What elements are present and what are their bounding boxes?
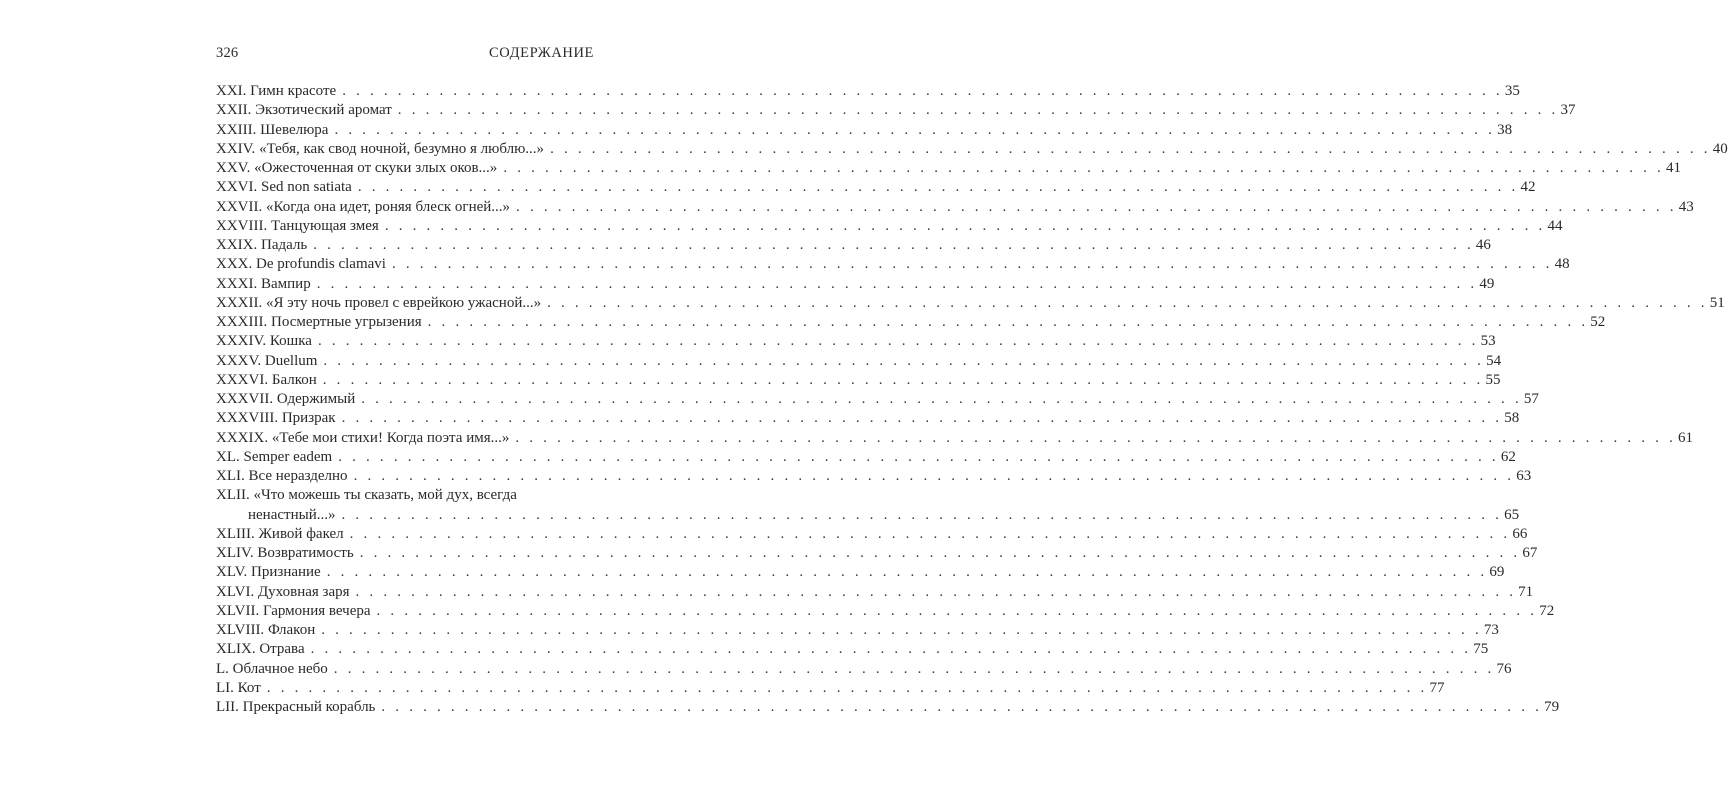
- leader-dots: . . . . . . . . . . . . . . . . . . . . . . . . . . . . . . . . . . . . . . . . . . . . . . . . . . . . . . . . . . . . . . . . . . . . . . . . . . . . . . . . . . . .: [341, 410, 1503, 427]
- page-number: 326: [216, 45, 239, 61]
- toc-title-line-2: [216, 506, 1520, 525]
- toc-entry: [216, 679, 1445, 698]
- toc-title: [216, 294, 547, 313]
- leader-dots: . . . . . . . . . . . . . . . . . . . . . . . . . . . . . . . . . . . . . . . . . . . . . . . . . . . . . . . . . . . . . . . . . . . . . . . . . . . . . . . . . . . .: [355, 583, 1517, 600]
- toc-entry: [216, 198, 1694, 217]
- toc-page-number: 62: [1500, 448, 1516, 465]
- toc-numeral: XXXV.: [216, 352, 262, 369]
- leader-dots: . . . . . . . . . . . . . . . . . . . . . . . . . . . . . . . . . . . . . . . . . . . . . . . . . . . . . . . . . . . . . . . . . . . . . . . . . . . . . . . . . . . .: [313, 237, 1474, 253]
- toc-line: [216, 101, 1576, 120]
- toc-numeral: XLIX.: [216, 641, 256, 658]
- toc-line: [216, 467, 1532, 486]
- toc-title-text: Шевелюра: [260, 121, 329, 138]
- toc-entry: [216, 332, 1496, 351]
- toc-entry: [216, 217, 1563, 236]
- toc-line: [216, 332, 1496, 351]
- toc-entry: [216, 140, 1728, 159]
- leader-dots: . . . . . . . . . . . . . . . . . . . . . . . . . . . . . . . . . . . . . . . . . . . . . . . . . . . . . . . . . . . . . . . . . . . . . . . . . . . . . . . . . . . .: [326, 564, 1488, 581]
- toc-numeral: XLVII.: [216, 602, 260, 619]
- table-of-contents: [216, 82, 1728, 717]
- toc-title-text: De profundis clamavi: [256, 256, 386, 273]
- toc-numeral: XXIX.: [216, 237, 258, 253]
- toc-title: [216, 121, 334, 140]
- toc-title: [216, 660, 334, 679]
- toc-page-number: 77: [1429, 679, 1445, 696]
- toc-entry: [216, 698, 1560, 717]
- toc-page-number: 63: [1516, 468, 1532, 484]
- toc-title-text: Гимн красоте: [250, 83, 337, 99]
- toc-entry: [216, 583, 1534, 602]
- toc-numeral: XLII.: [216, 487, 250, 504]
- toc-title-text: Балкон: [271, 371, 317, 388]
- leader-dots: . . . . . . . . . . . . . . . . . . . . . . . . . . . . . . . . . . . . . . . . . . . . . . . . . . . . . . . . . . . . . . . . . . . . . . . . . . . . . . . . . . . .: [349, 525, 1511, 542]
- toc-page-number: 48: [1554, 256, 1570, 273]
- toc-line: [216, 294, 1725, 313]
- toc-title-text: Вампир: [261, 275, 311, 292]
- toc-title: [216, 255, 392, 274]
- leader-dots: . . . . . . . . . . . . . . . . . . . . . . . . . . . . . . . . . . . . . . . . . . . . . . . . . . . . . . . . . . . . . . . . . . . . . . . . . . . . . . . . . . . .: [341, 506, 1503, 523]
- toc-title-text: Кот: [237, 679, 261, 696]
- leader-dots: . . . . . . . . . . . . . . . . . . . . . . . . . . . . . . . . . . . . . . . . . . . . . . . . . . . . . . . . . . . . . . . . . . . . . . . . . . . . . . . . . . . .: [321, 622, 1482, 638]
- toc-numeral: XLVIII.: [216, 622, 265, 638]
- toc-title: [216, 101, 398, 120]
- toc-numeral: XXXVI.: [216, 371, 269, 388]
- toc-page-number: 67: [1522, 545, 1538, 561]
- toc-title-text: Живой факел: [258, 525, 344, 542]
- toc-entry: [216, 467, 1532, 486]
- running-head: [216, 45, 594, 65]
- toc-title-text: Падаль: [261, 237, 308, 253]
- toc-numeral: XLV.: [216, 564, 248, 581]
- toc-entry: [216, 525, 1528, 544]
- toc-title: [216, 698, 381, 717]
- leader-dots: . . . . . . . . . . . . . . . . . . . . . . . . . . . . . . . . . . . . . . . . . . . . . . . . . . . . . . . . . . . . . . . . . . . . . . . . . . . . . . . . . . . .: [334, 121, 1496, 138]
- toc-title: [216, 332, 318, 351]
- toc-title: [216, 640, 311, 659]
- toc-title-text: ненастный...»: [248, 506, 336, 523]
- toc-numeral: XXI.: [216, 83, 247, 99]
- toc-entry: [216, 621, 1499, 640]
- toc-entry: [216, 352, 1502, 371]
- toc-numeral: XXXI.: [216, 275, 258, 292]
- toc-title-text: Прекрасный корабль: [242, 699, 376, 715]
- toc-title: [216, 352, 323, 371]
- toc-title-text: Духовная заря: [257, 583, 350, 600]
- toc-line: [216, 602, 1555, 621]
- toc-title-text: «Тебе мои стихи! Когда поэта имя...»: [271, 429, 510, 446]
- toc-title: [216, 198, 516, 217]
- toc-page-number: 46: [1475, 237, 1491, 253]
- toc-entry: [216, 409, 1520, 428]
- leader-dots: . . . . . . . . . . . . . . . . . . . . . . . . . . . . . . . . . . . . . . . . . . . . . . . . . . . . . . . . . . . . . . . . . . . . . . . . . . . . . . . . . . . .: [316, 275, 1478, 292]
- toc-page-number: 49: [1479, 275, 1495, 292]
- toc-numeral: XLVI.: [216, 583, 255, 600]
- toc-numeral: XXVIII.: [216, 217, 268, 234]
- toc-page-number: 65: [1504, 506, 1520, 523]
- toc-entry: [216, 275, 1495, 294]
- toc-line: [216, 698, 1560, 717]
- toc-page-number: 51: [1709, 294, 1725, 311]
- toc-page-number: 76: [1496, 660, 1512, 677]
- section-title: СОДЕРЖАНИЕ: [489, 45, 594, 61]
- toc-entry: [216, 294, 1725, 313]
- toc-line: [216, 121, 1513, 140]
- toc-numeral: XXXII.: [216, 294, 263, 311]
- toc-title: [216, 429, 515, 448]
- toc-line: [216, 429, 1694, 448]
- toc-page-number: 38: [1497, 121, 1513, 138]
- toc-entry: [216, 660, 1512, 679]
- toc-title: [216, 82, 342, 101]
- toc-line: [216, 313, 1606, 332]
- toc-title: [216, 602, 377, 621]
- leader-dots: . . . . . . . . . . . . . . . . . . . . . . . . . . . . . . . . . . . . . . . . . . . . . . . . . . . . . . . . . . . . . . . . . . . . . . . . . . . . . . . . . . . .: [357, 179, 1519, 196]
- toc-title: [216, 583, 356, 602]
- toc-page-number: 43: [1678, 198, 1694, 215]
- toc-page-number: 61: [1678, 429, 1694, 446]
- leader-dots: . . . . . . . . . . . . . . . . . . . . . . . . . . . . . . . . . . . . . . . . . . . . . . . . . . . . . . . . . . . . . . . . . . . . . . . . . . . . . . . . . . . .: [317, 333, 1479, 350]
- leader-dots: . . . . . . . . . . . . . . . . . . . . . . . . . . . . . . . . . . . . . . . . . . . . . . . . . . . . . . . . . . . . . . . . . . . . . . . . . . . . . . . . . . . .: [338, 448, 1499, 465]
- toc-title: [216, 217, 385, 236]
- toc-page-number: 54: [1486, 352, 1502, 369]
- toc-page-number: 79: [1544, 699, 1560, 715]
- toc-title: [216, 140, 550, 159]
- toc-title: [216, 313, 428, 332]
- toc-title: [216, 448, 338, 467]
- toc-line: [216, 352, 1502, 371]
- toc-title-text: «Я эту ночь провел с еврейкою ужасной...»: [266, 294, 542, 311]
- toc-line: [216, 621, 1499, 640]
- toc-title-text: Sed non satiata: [261, 179, 352, 196]
- toc-title-text: Гармония вечера: [262, 602, 371, 619]
- toc-line: [216, 275, 1495, 294]
- leader-dots: . . . . . . . . . . . . . . . . . . . . . . . . . . . . . . . . . . . . . . . . . . . . . . . . . . . . . . . . . . . . . . . . . . . . . . . . . . . . . . . . . . . .: [342, 83, 1503, 99]
- toc-page-number: 52: [1590, 314, 1606, 330]
- toc-page-number: 41: [1665, 160, 1681, 176]
- toc-page-number: 72: [1539, 602, 1555, 619]
- leader-dots: . . . . . . . . . . . . . . . . . . . . . . . . . . . . . . . . . . . . . . . . . . . . . . . . . . . . . . . . . . . . . . . . . . . . . . . . . . . . . . . . . . . .: [353, 468, 1515, 484]
- toc-entry: [216, 82, 1520, 101]
- toc-page-number: 66: [1512, 525, 1528, 542]
- toc-title-text: Экзотический аромат: [255, 102, 392, 119]
- toc-entry: [216, 429, 1694, 448]
- leader-dots: . . . . . . . . . . . . . . . . . . . . . . . . . . . . . . . . . . . . . . . . . . . . . . . . . . . . . . . . . . . . . . . . . . . . . . . . . . . . . . . . . . . .: [323, 352, 1485, 369]
- toc-line: [216, 217, 1563, 236]
- toc-line: [216, 198, 1694, 217]
- leader-dots: . . . . . . . . . . . . . . . . . . . . . . . . . . . . . . . . . . . . . . . . . . . . . . . . . . . . . . . . . . . . . . . . . . . . . . . . . . . . . . . . . . . .: [376, 602, 1538, 619]
- toc-line: [216, 448, 1516, 467]
- toc-numeral: XXIV.: [216, 140, 256, 157]
- toc-line: [216, 178, 1536, 197]
- toc-page-number: 53: [1480, 333, 1496, 350]
- toc-numeral: XLIII.: [216, 525, 255, 542]
- toc-entry: [216, 101, 1576, 120]
- toc-title-text: Возвратимость: [257, 545, 354, 561]
- toc-line: [216, 525, 1528, 544]
- toc-title-text: Посмертные угрызения: [270, 314, 422, 330]
- toc-entry: [216, 313, 1606, 332]
- toc-title: [216, 409, 342, 428]
- toc-line: [216, 236, 1491, 255]
- toc-line: [216, 255, 1570, 274]
- toc-title: [216, 275, 317, 294]
- toc-numeral: XXVII.: [216, 198, 263, 215]
- toc-line: [216, 371, 1501, 390]
- toc-title: [216, 679, 267, 698]
- toc-title-text: Танцующая змея: [270, 217, 379, 234]
- toc-page-number: 73: [1483, 622, 1499, 638]
- toc-numeral: XXXIV.: [216, 333, 267, 350]
- toc-numeral: XLI.: [216, 468, 245, 484]
- leader-dots: . . . . . . . . . . . . . . . . . . . . . . . . . . . . . . . . . . . . . . . . . . . . . . . . . . . . . . . . . . . . . . . . . . . . . . . . . . . . . . . . . . . .: [322, 371, 1484, 388]
- toc-title-text: Отрава: [259, 641, 305, 658]
- toc-page-number: 35: [1504, 83, 1520, 99]
- toc-page-number: 40: [1712, 140, 1728, 157]
- toc-title: [216, 236, 313, 255]
- toc-entry: [216, 602, 1555, 621]
- toc-entry: [216, 563, 1505, 582]
- toc-numeral: XXIII.: [216, 121, 257, 138]
- toc-title-text: «Что можешь ты сказать, мой дух, всегда: [253, 487, 517, 504]
- toc-numeral: XXII.: [216, 102, 252, 119]
- toc-title: [216, 178, 358, 197]
- toc-page-number: 58: [1504, 410, 1520, 427]
- toc-title-text: Semper eadem: [243, 448, 333, 465]
- toc-entry: [216, 255, 1570, 274]
- toc-entry: [216, 121, 1513, 140]
- book-page: [216, 0, 1728, 800]
- toc-line: [216, 159, 1681, 178]
- toc-entry: [216, 448, 1516, 467]
- toc-line: [216, 140, 1728, 159]
- toc-line: [216, 544, 1538, 563]
- leader-dots: . . . . . . . . . . . . . . . . . . . . . . . . . . . . . . . . . . . . . . . . . . . . . . . . . . . . . . . . . . . . . . . . . . . . . . . . . . . . . . . . . . . .: [391, 256, 1553, 273]
- toc-numeral: L.: [216, 660, 229, 677]
- toc-title-text: Признание: [251, 564, 321, 581]
- toc-title: [216, 544, 360, 563]
- toc-page-number: 75: [1473, 641, 1489, 658]
- toc-numeral: XXV.: [216, 160, 251, 176]
- toc-line: [216, 82, 1520, 101]
- leader-dots: . . . . . . . . . . . . . . . . . . . . . . . . . . . . . . . . . . . . . . . . . . . . . . . . . . . . . . . . . . . . . . . . . . . . . . . . . . . . . . . . . . . .: [550, 140, 1711, 157]
- toc-page-number: 71: [1518, 583, 1534, 600]
- toc-numeral: XXXIII.: [216, 314, 268, 330]
- toc-title-text: «Ожесточенная от скуки злых оков...»: [254, 160, 498, 176]
- leader-dots: . . . . . . . . . . . . . . . . . . . . . . . . . . . . . . . . . . . . . . . . . . . . . . . . . . . . . . . . . . . . . . . . . . . . . . . . . . . . . . . . . . . .: [516, 198, 1677, 215]
- toc-entry: [216, 236, 1491, 255]
- toc-title-text: «Тебя, как свод ночной, безумно я люблю...»: [259, 140, 545, 157]
- toc-entry: [216, 640, 1489, 659]
- leader-dots: . . . . . . . . . . . . . . . . . . . . . . . . . . . . . . . . . . . . . . . . . . . . . . . . . . . . . . . . . . . . . . . . . . . . . . . . . . . . . . . . . . . .: [397, 102, 1559, 119]
- toc-title: [216, 390, 361, 409]
- toc-numeral: XXX.: [216, 256, 253, 273]
- toc-title-text: Флакон: [267, 622, 316, 638]
- leader-dots: . . . . . . . . . . . . . . . . . . . . . . . . . . . . . . . . . . . . . . . . . . . . . . . . . . . . . . . . . . . . . . . . . . . . . . . . . . . . . . . . . . . .: [310, 641, 1472, 658]
- leader-dots: . . . . . . . . . . . . . . . . . . . . . . . . . . . . . . . . . . . . . . . . . . . . . . . . . . . . . . . . . . . . . . . . . . . . . . . . . . . . . . . . . . . .: [547, 294, 1708, 311]
- toc-numeral: LI.: [216, 679, 234, 696]
- toc-title-text: Облачное небо: [232, 660, 328, 677]
- toc-line: [216, 563, 1505, 582]
- toc-line: [216, 390, 1539, 409]
- toc-numeral: XXXIX.: [216, 429, 269, 446]
- leader-dots: . . . . . . . . . . . . . . . . . . . . . . . . . . . . . . . . . . . . . . . . . . . . . . . . . . . . . . . . . . . . . . . . . . . . . . . . . . . . . . . . . . . .: [359, 545, 1521, 561]
- leader-dots: . . . . . . . . . . . . . . . . . . . . . . . . . . . . . . . . . . . . . . . . . . . . . . . . . . . . . . . . . . . . . . . . . . . . . . . . . . . . . . . . . . . .: [384, 217, 1546, 234]
- toc-page-number: 55: [1485, 371, 1501, 388]
- toc-numeral: XXVI.: [216, 179, 258, 196]
- toc-title: [216, 371, 323, 390]
- toc-entry: [216, 390, 1539, 409]
- toc-numeral: LII.: [216, 699, 239, 715]
- toc-line: [216, 660, 1512, 679]
- leader-dots: . . . . . . . . . . . . . . . . . . . . . . . . . . . . . . . . . . . . . . . . . . . . . . . . . . . . . . . . . . . . . . . . . . . . . . . . . . . . . . . . . . . .: [427, 314, 1589, 330]
- toc-page-number: 44: [1547, 217, 1563, 234]
- toc-numeral: XL.: [216, 448, 240, 465]
- toc-title-text: Duellum: [264, 352, 318, 369]
- toc-title-line-1: [216, 486, 594, 505]
- leader-dots: . . . . . . . . . . . . . . . . . . . . . . . . . . . . . . . . . . . . . . . . . . . . . . . . . . . . . . . . . . . . . . . . . . . . . . . . . . . . . . . . . . . .: [381, 699, 1543, 715]
- toc-entry: [216, 544, 1538, 563]
- toc-line: [216, 640, 1489, 659]
- toc-title: [216, 621, 321, 640]
- toc-title-text: Призрак: [281, 410, 336, 427]
- toc-title-text: Одержимый: [276, 391, 356, 407]
- leader-dots: . . . . . . . . . . . . . . . . . . . . . . . . . . . . . . . . . . . . . . . . . . . . . . . . . . . . . . . . . . . . . . . . . . . . . . . . . . . . . . . . . . . .: [333, 660, 1495, 677]
- leader-dots: . . . . . . . . . . . . . . . . . . . . . . . . . . . . . . . . . . . . . . . . . . . . . . . . . . . . . . . . . . . . . . . . . . . . . . . . . . . . . . . . . . . .: [503, 160, 1664, 176]
- toc-title-text: «Когда она идет, роняя блеск огней...»: [266, 198, 511, 215]
- toc-numeral: XXXVIII.: [216, 410, 279, 427]
- toc-title-text: Все неразделно: [248, 468, 348, 484]
- toc-entry: [216, 486, 1520, 525]
- toc-title: [216, 467, 354, 486]
- leader-dots: . . . . . . . . . . . . . . . . . . . . . . . . . . . . . . . . . . . . . . . . . . . . . . . . . . . . . . . . . . . . . . . . . . . . . . . . . . . . . . . . . . . .: [266, 679, 1428, 696]
- toc-line: [216, 679, 1445, 698]
- toc-page-number: 42: [1520, 179, 1536, 196]
- leader-dots: . . . . . . . . . . . . . . . . . . . . . . . . . . . . . . . . . . . . . . . . . . . . . . . . . . . . . . . . . . . . . . . . . . . . . . . . . . . . . . . . . . . .: [361, 391, 1522, 407]
- leader-dots: . . . . . . . . . . . . . . . . . . . . . . . . . . . . . . . . . . . . . . . . . . . . . . . . . . . . . . . . . . . . . . . . . . . . . . . . . . . . . . . . . . . .: [515, 429, 1677, 446]
- toc-page-number: 57: [1523, 391, 1539, 407]
- toc-entry: [216, 371, 1501, 390]
- toc-line: [216, 583, 1534, 602]
- toc-numeral: XLIV.: [216, 545, 254, 561]
- toc-entry: [216, 178, 1536, 197]
- toc-title: [216, 563, 327, 582]
- toc-title-text: Кошка: [269, 333, 312, 350]
- toc-entry: [216, 159, 1681, 178]
- toc-page-number: 37: [1560, 102, 1576, 119]
- toc-title: [216, 525, 350, 544]
- toc-title: [216, 159, 503, 178]
- toc-page-number: 69: [1489, 564, 1505, 581]
- toc-line: [216, 409, 1520, 428]
- toc-numeral: XXXVII.: [216, 391, 274, 407]
